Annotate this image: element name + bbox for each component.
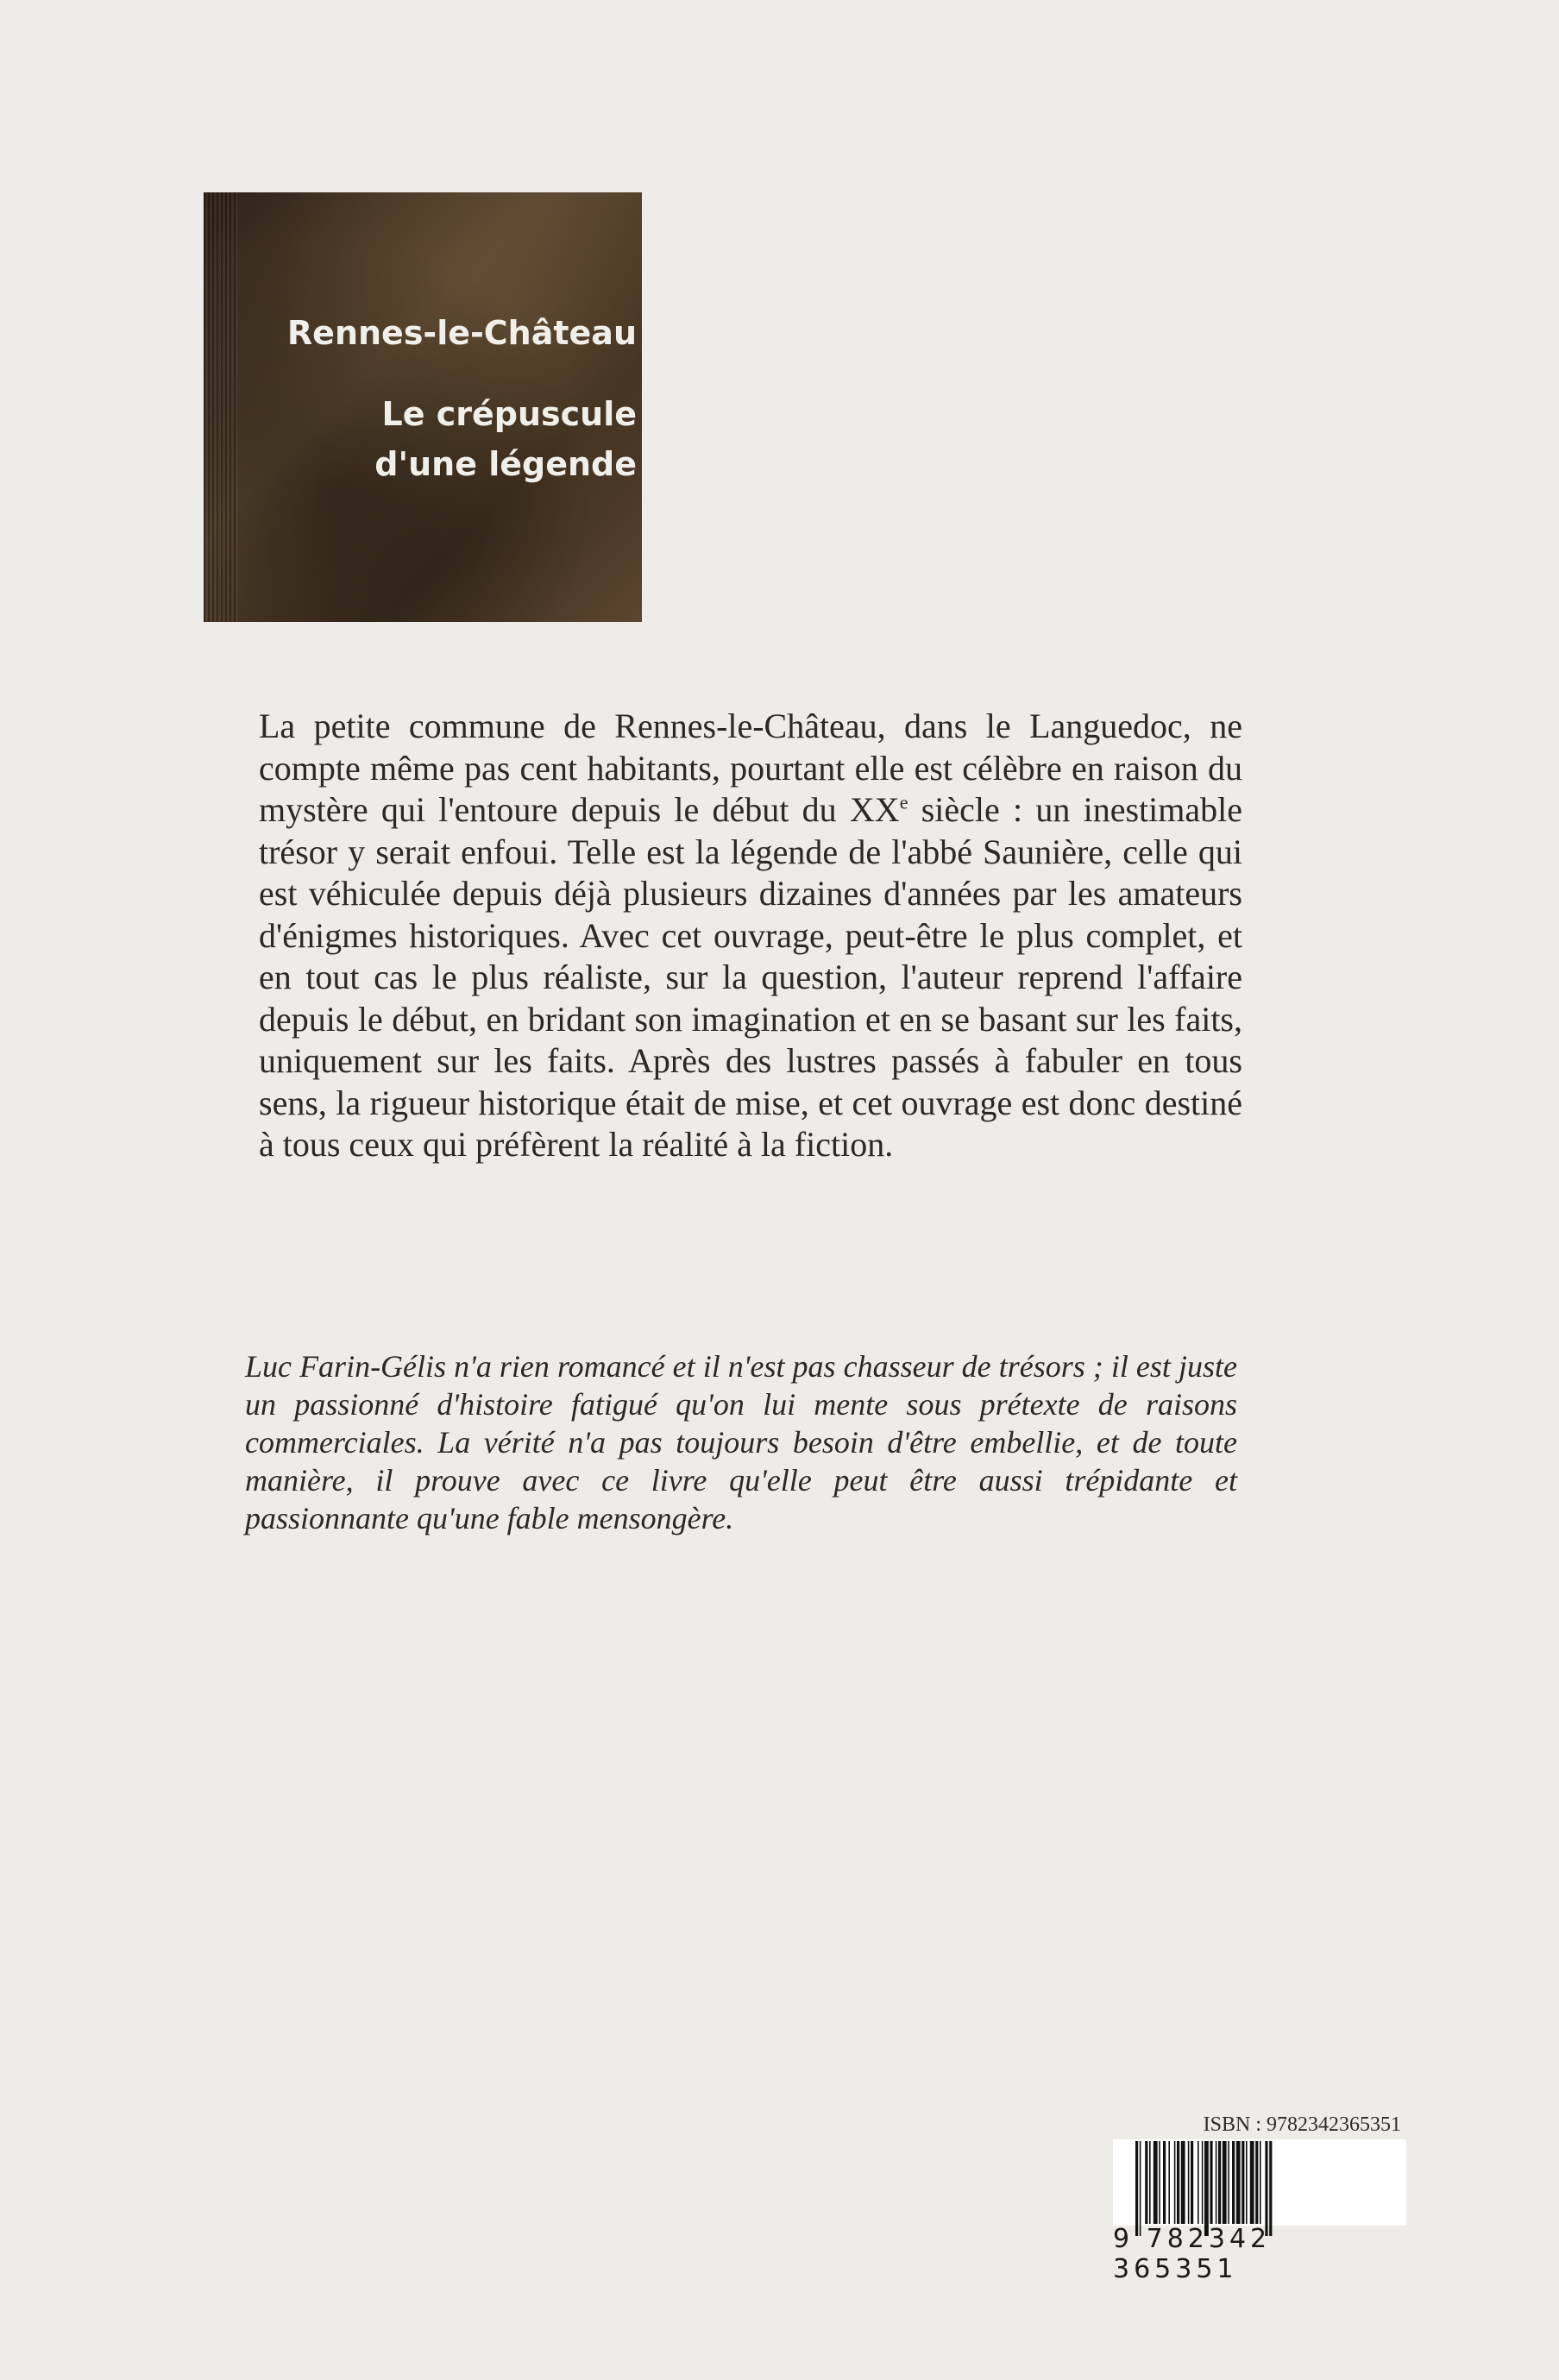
- isbn-label: ISBN : 9782342365351: [1203, 2113, 1401, 2136]
- book-summary: [259, 706, 1242, 1166]
- barcode-bar: [1181, 2141, 1185, 2224]
- barcode-bar: [1198, 2141, 1199, 2224]
- barcode-bar: [1232, 2141, 1235, 2224]
- barcode-bar: [1204, 2141, 1209, 2236]
- barcode-bar: [1242, 2141, 1244, 2224]
- barcode-bar: [1218, 2141, 1221, 2224]
- barcode-bar: [1236, 2141, 1241, 2224]
- century-superscript: e: [899, 791, 908, 813]
- barcode-bar: [1188, 2141, 1190, 2224]
- barcode-bar: [1269, 2141, 1272, 2236]
- barcode-bar: [1174, 2141, 1176, 2224]
- barcode-bar: [1149, 2141, 1151, 2224]
- barcode-bar: [1255, 2141, 1258, 2224]
- summary-text-1: La petite commune de Rennes-le-Château, dans le Languedoc, ne compte même pas cent habitants, pourtant elle est célèbre en raison du mystère qui l'entoure depuis le début du XX: [259, 706, 1242, 829]
- author-note: Luc Farin-Gélis n'a rien romancé et il n'est pas chasseur de trésors ; il est juste un passionné d'histoire fatigué qu'on lui mente sous prétexte de raisons commerciales. La vérité n'a pas toujours besoin d'être embellie, et de toute manière, il prouve avec ce livre qu'elle peut être aussi trépidante et passionnante qu'une fable mensongère.: [245, 1349, 1237, 1535]
- barcode-bar: [1135, 2141, 1138, 2236]
- barcode-bar: [1163, 2141, 1166, 2224]
- book-subtitle: [374, 389, 637, 489]
- barcode-bar: [1216, 2141, 1217, 2224]
- barcode-bar: [1250, 2141, 1254, 2224]
- barcode-bar: [1140, 2141, 1141, 2236]
- barcode-bar: [1202, 2141, 1204, 2224]
- barcode-bar: [1228, 2141, 1229, 2224]
- barcode-bar: [1246, 2141, 1248, 2224]
- barcode-bar: [1260, 2141, 1261, 2224]
- summary-text-2: siècle : un inestimable trésor y serait enfoui. Telle est la légende de l'abbé Saunière, celle qui est véhiculée depuis déjà plusieurs dizaines d'années par les amateurs d'énigmes historiques. Avec cet ouvrage, peut-être le plus complet, et en tout cas le plus réaliste, sur la question, l'auteur reprend l'affaire depuis le début, en bridant son imagination et en se basant sur les faits, uniquement sur les faits. Après des lustres passés à fabuler en tous sens, la rigueur historique était de mise, et cet ouvrage est donc destiné à tous ceux qui préfèrent la réalité à la fiction.: [259, 790, 1243, 1164]
- cover-image: [204, 192, 642, 622]
- barcode-bar: [1265, 2141, 1267, 2236]
- book-title: Rennes-le-Château: [286, 314, 637, 352]
- barcode-bar: [1191, 2141, 1193, 2224]
- subtitle-line-1: Le crépuscule: [381, 395, 637, 433]
- subtitle-line-2: d'une légende: [374, 445, 637, 483]
- barcode-bar: [1159, 2141, 1160, 2224]
- barcode-bar: [1154, 2141, 1158, 2224]
- barcode-bar: [1145, 2141, 1147, 2224]
- barcode-bar: [1210, 2141, 1212, 2224]
- barcode-bar: [1168, 2141, 1170, 2224]
- barcode-bar: [1223, 2141, 1227, 2224]
- barcode-bar: [1177, 2141, 1179, 2224]
- barcode-digits: 9 782342 365351: [1113, 2224, 1272, 2284]
